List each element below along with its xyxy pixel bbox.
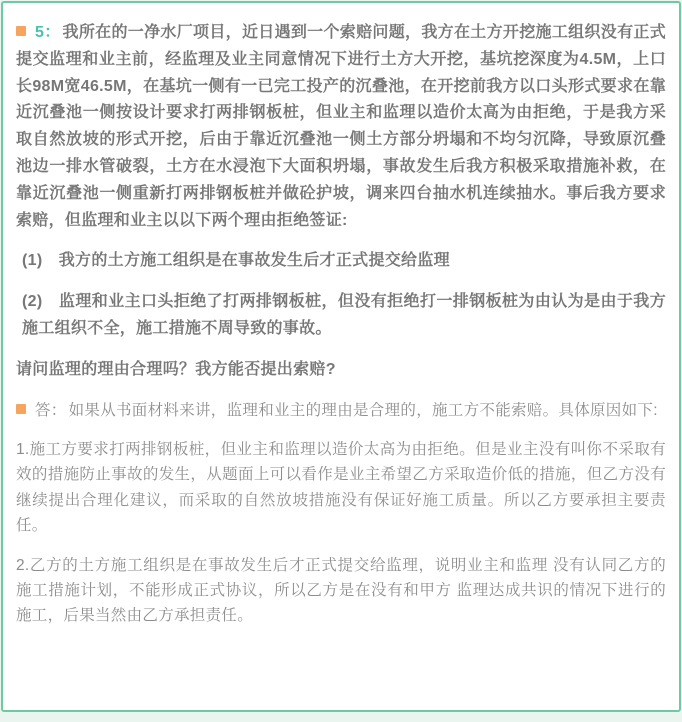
answer-point-1: 1.施工方要求打两排钢板桩，但业主和监理以造价太高为由拒绝。但是业主没有叫你不采取有效的措施防止事故的发生，从题面上可以看作是业主希望乙方采取造价低的措施，但乙方没有继续提出合理化建议，而采取的自然放坡措施没有保证好施工质量。所以乙方要承担主要责任。 [16,440,666,535]
qa-card [1,1,681,712]
question-intro-text: 我所在的一净水厂项目，近日遇到一个索赔问题，我方在土方开挖施工组织没有正式提交监理和业主前，经监理及业主同意情况下进行土方大开挖，基坑挖深度为4.5M，上口长98M宽46.5M，在基坑一侧有一已完工投产的沉叠池，在开挖前我方以口头形式要求在靠近沉叠池一侧按设计要求打两排钢板桩，但业主和监理以造价太高为由拒绝，于是我方采取自然放坡的形式开挖，后由于靠近沉叠池一侧土方部分坍塌和不均匀沉降，导致原沉叠池边一排水管破裂，土方在水浸泡下大面积坍塌，事故发生后我方积极采取措施补救，在靠近沉叠池一侧重新打两排钢板桩并做砼护坡，调来四台抽水机连续抽水。事后我方要求索赔，但监理和业主以以下两个理由拒绝签证: [16,24,667,229]
question-intro [16,20,666,234]
question-reason-1: (1) 我方的土方施工组织是在事故发生后才正式提交给监理 [22,252,450,270]
question-closing: 请问监理的理由合理吗？我方能否提出索赔? [16,360,336,378]
answer-point-2: 2.乙方的土方施工组织是在事故发生后才正式提交给监理，说明业主和监理 没有认同乙方的施工措施计划，不能形成正式协议，所以乙方是在没有和甲方 监理达成共识的情况下进行的施工，后果当然由乙方承担责任。 [16,556,666,625]
answer-intro-text: 如果从书面材料来讲，监理和业主的理由是合理的，施工方不能索赔。具体原因如下: [68,401,658,419]
question-reason-2: (2) 监理和业主口头拒绝了打两排钢板桩，但没有拒绝打一排钢板桩为由认为是由于我方施工组织不全，施工措施不周导致的事故。 [22,293,666,337]
orange-square-bullet-icon [16,404,26,414]
question-number: 5： [35,24,61,41]
orange-square-bullet-icon [16,26,26,36]
page-background [0,1,682,712]
answer-label: 答： [35,401,67,419]
answer-intro [16,398,666,423]
